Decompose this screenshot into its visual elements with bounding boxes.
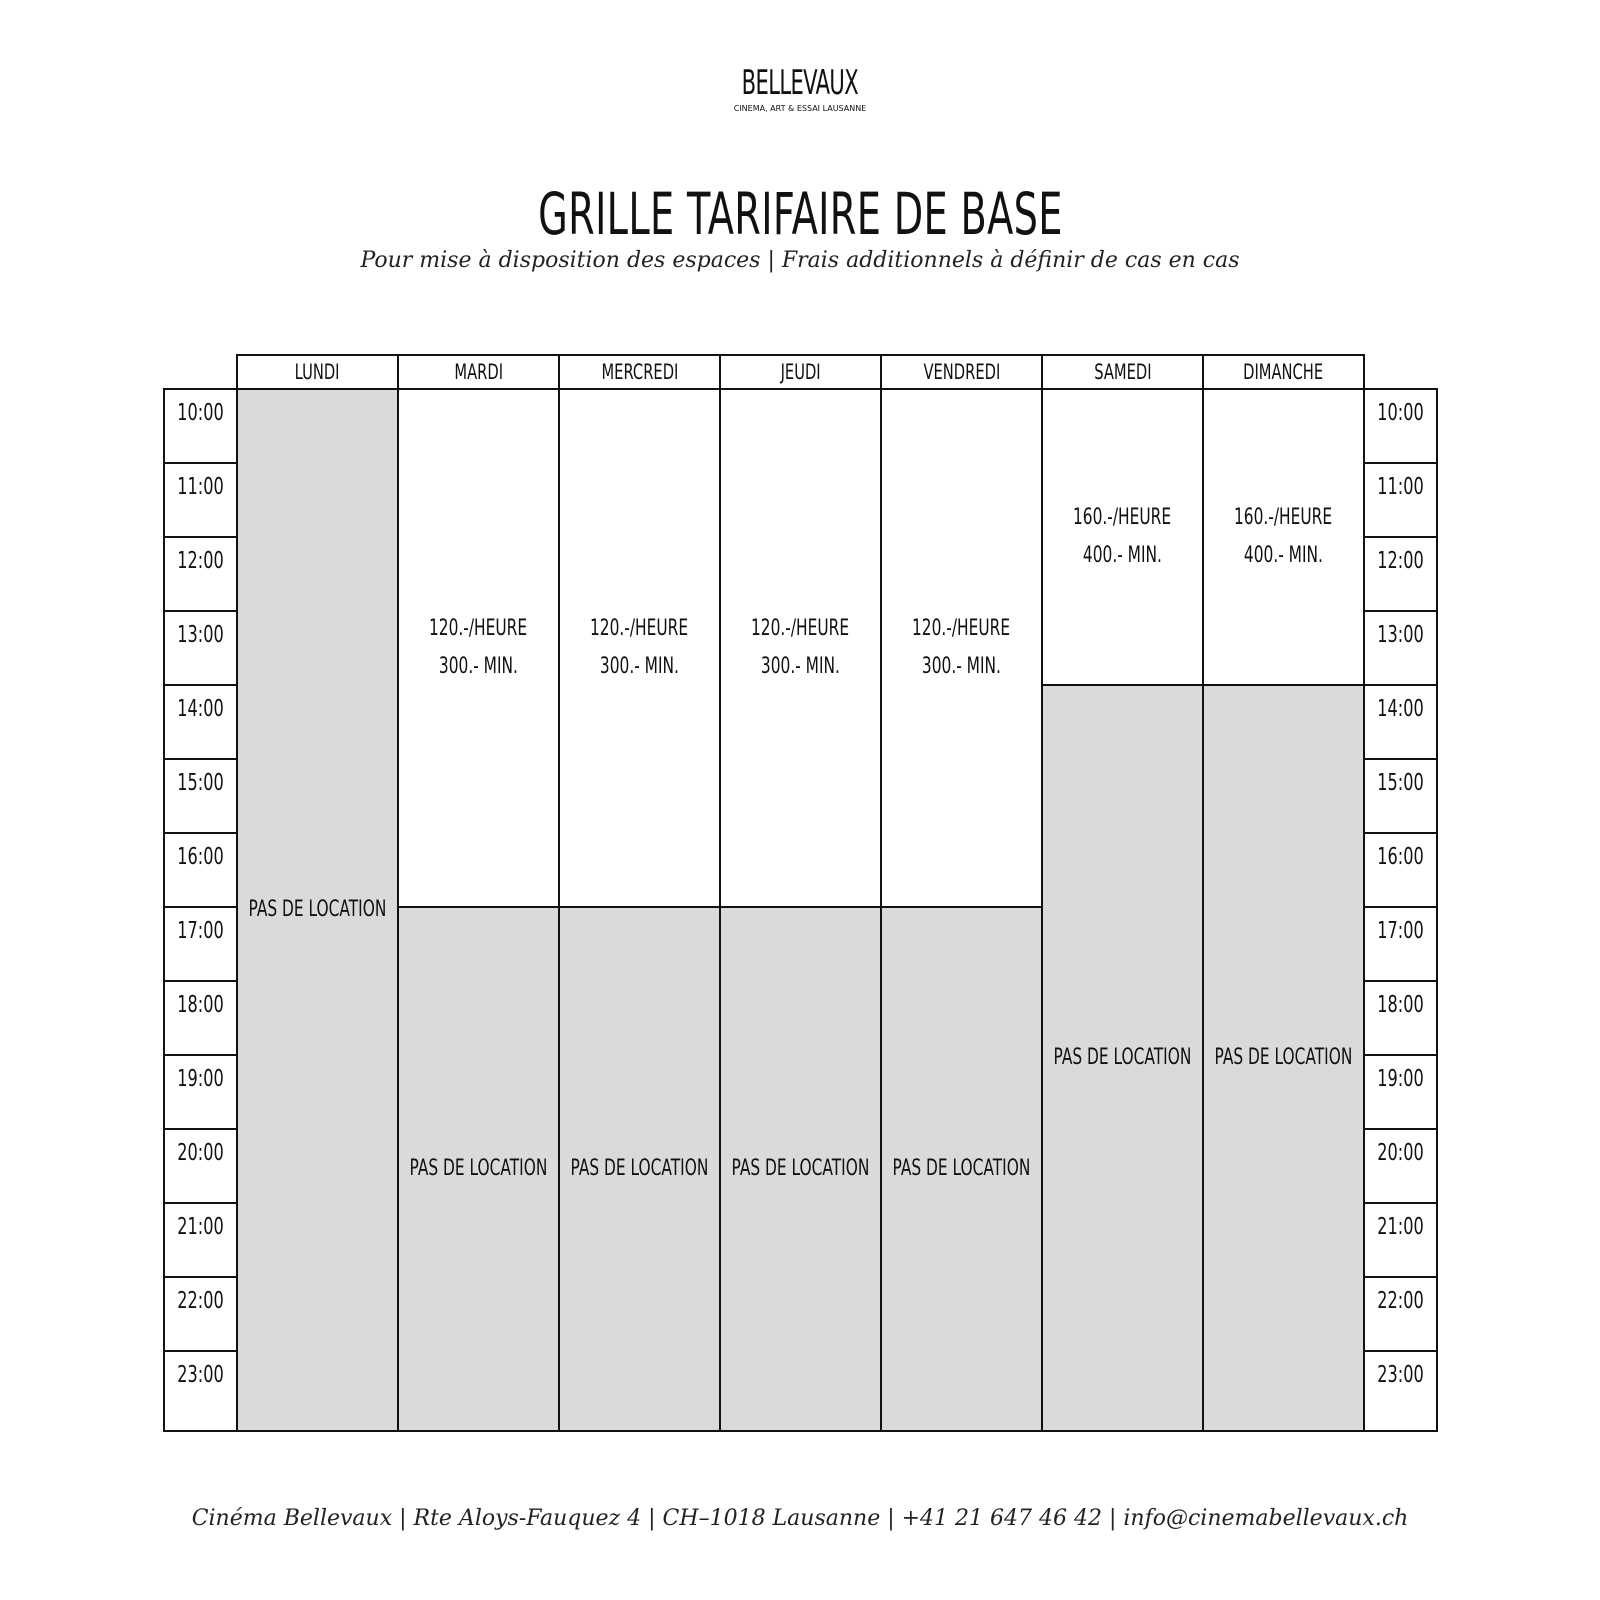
time-right: 23:00 — [1363, 1350, 1438, 1432]
mardi-closed-block: PAS DE LOCATION — [397, 906, 560, 1432]
time-right: 19:00 — [1363, 1054, 1438, 1130]
time-right: 15:00 — [1363, 758, 1438, 834]
time-right: 22:00 — [1363, 1276, 1438, 1352]
footer-contact: Cinéma Bellevaux | Rte Aloys-Fauquez 4 | CH–1018 Lausanne | +41 21 647 46 42 | info@cinemabellevaux.ch — [191, 1506, 1409, 1531]
time-left: 15:00 — [163, 758, 238, 834]
day-header-mardi: MARDI — [397, 354, 560, 390]
time-left: 11:00 — [163, 462, 238, 538]
page-title: GRILLE TARIFAIRE DE BASE — [537, 180, 1063, 248]
day-header-samedi: SAMEDI — [1041, 354, 1204, 390]
mercredi-rate-block: 120.-/HEURE 300.- MIN. — [558, 388, 721, 908]
time-right: 17:00 — [1363, 906, 1438, 982]
time-left: 22:00 — [163, 1276, 238, 1352]
time-right: 20:00 — [1363, 1128, 1438, 1204]
time-right: 13:00 — [1363, 610, 1438, 686]
day-header-jeudi: JEUDI — [719, 354, 882, 390]
jeudi-rate-block: 120.-/HEURE 300.- MIN. — [719, 388, 882, 908]
jeudi-closed-block: PAS DE LOCATION — [719, 906, 882, 1432]
time-left: 18:00 — [163, 980, 238, 1056]
day-header-mercredi: MERCREDI — [558, 354, 721, 390]
time-left: 19:00 — [163, 1054, 238, 1130]
time-right: 12:00 — [1363, 536, 1438, 612]
page-subtitle: Pour mise à disposition des espaces | Frais additionnels à définir de cas en cas — [360, 248, 1240, 273]
lundi-closed-block: PAS DE LOCATION — [236, 388, 399, 1432]
dimanche-rate-block: 160.-/HEURE 400.- MIN. — [1202, 388, 1365, 686]
time-left: 17:00 — [163, 906, 238, 982]
time-left: 20:00 — [163, 1128, 238, 1204]
time-left: 21:00 — [163, 1202, 238, 1278]
mardi-rate-block: 120.-/HEURE 300.- MIN. — [397, 388, 560, 908]
day-header-dimanche: DIMANCHE — [1202, 354, 1365, 390]
vendredi-rate-block: 120.-/HEURE 300.- MIN. — [880, 388, 1043, 908]
samedi-closed-block: PAS DE LOCATION — [1041, 684, 1204, 1432]
time-left: 12:00 — [163, 536, 238, 612]
time-right: 10:00 — [1363, 388, 1438, 464]
time-left: 14:00 — [163, 684, 238, 760]
logo-name: BELLEVAUX — [741, 63, 859, 103]
vendredi-closed-block: PAS DE LOCATION — [880, 906, 1043, 1432]
time-left: 13:00 — [163, 610, 238, 686]
dimanche-closed-block: PAS DE LOCATION — [1202, 684, 1365, 1432]
time-right: 14:00 — [1363, 684, 1438, 760]
day-header-vendredi: VENDREDI — [880, 354, 1043, 390]
samedi-rate-block: 160.-/HEURE 400.- MIN. — [1041, 388, 1204, 686]
day-header-lundi: LUNDI — [236, 354, 399, 390]
time-left: 23:00 — [163, 1350, 238, 1432]
mercredi-closed-block: PAS DE LOCATION — [558, 906, 721, 1432]
time-left: 16:00 — [163, 832, 238, 908]
logo-tagline: CINEMA, ART & ESSAI LAUSANNE — [733, 104, 867, 113]
time-right: 11:00 — [1363, 462, 1438, 538]
time-right: 21:00 — [1363, 1202, 1438, 1278]
time-left: 10:00 — [163, 388, 238, 464]
time-right: 16:00 — [1363, 832, 1438, 908]
time-right: 18:00 — [1363, 980, 1438, 1056]
